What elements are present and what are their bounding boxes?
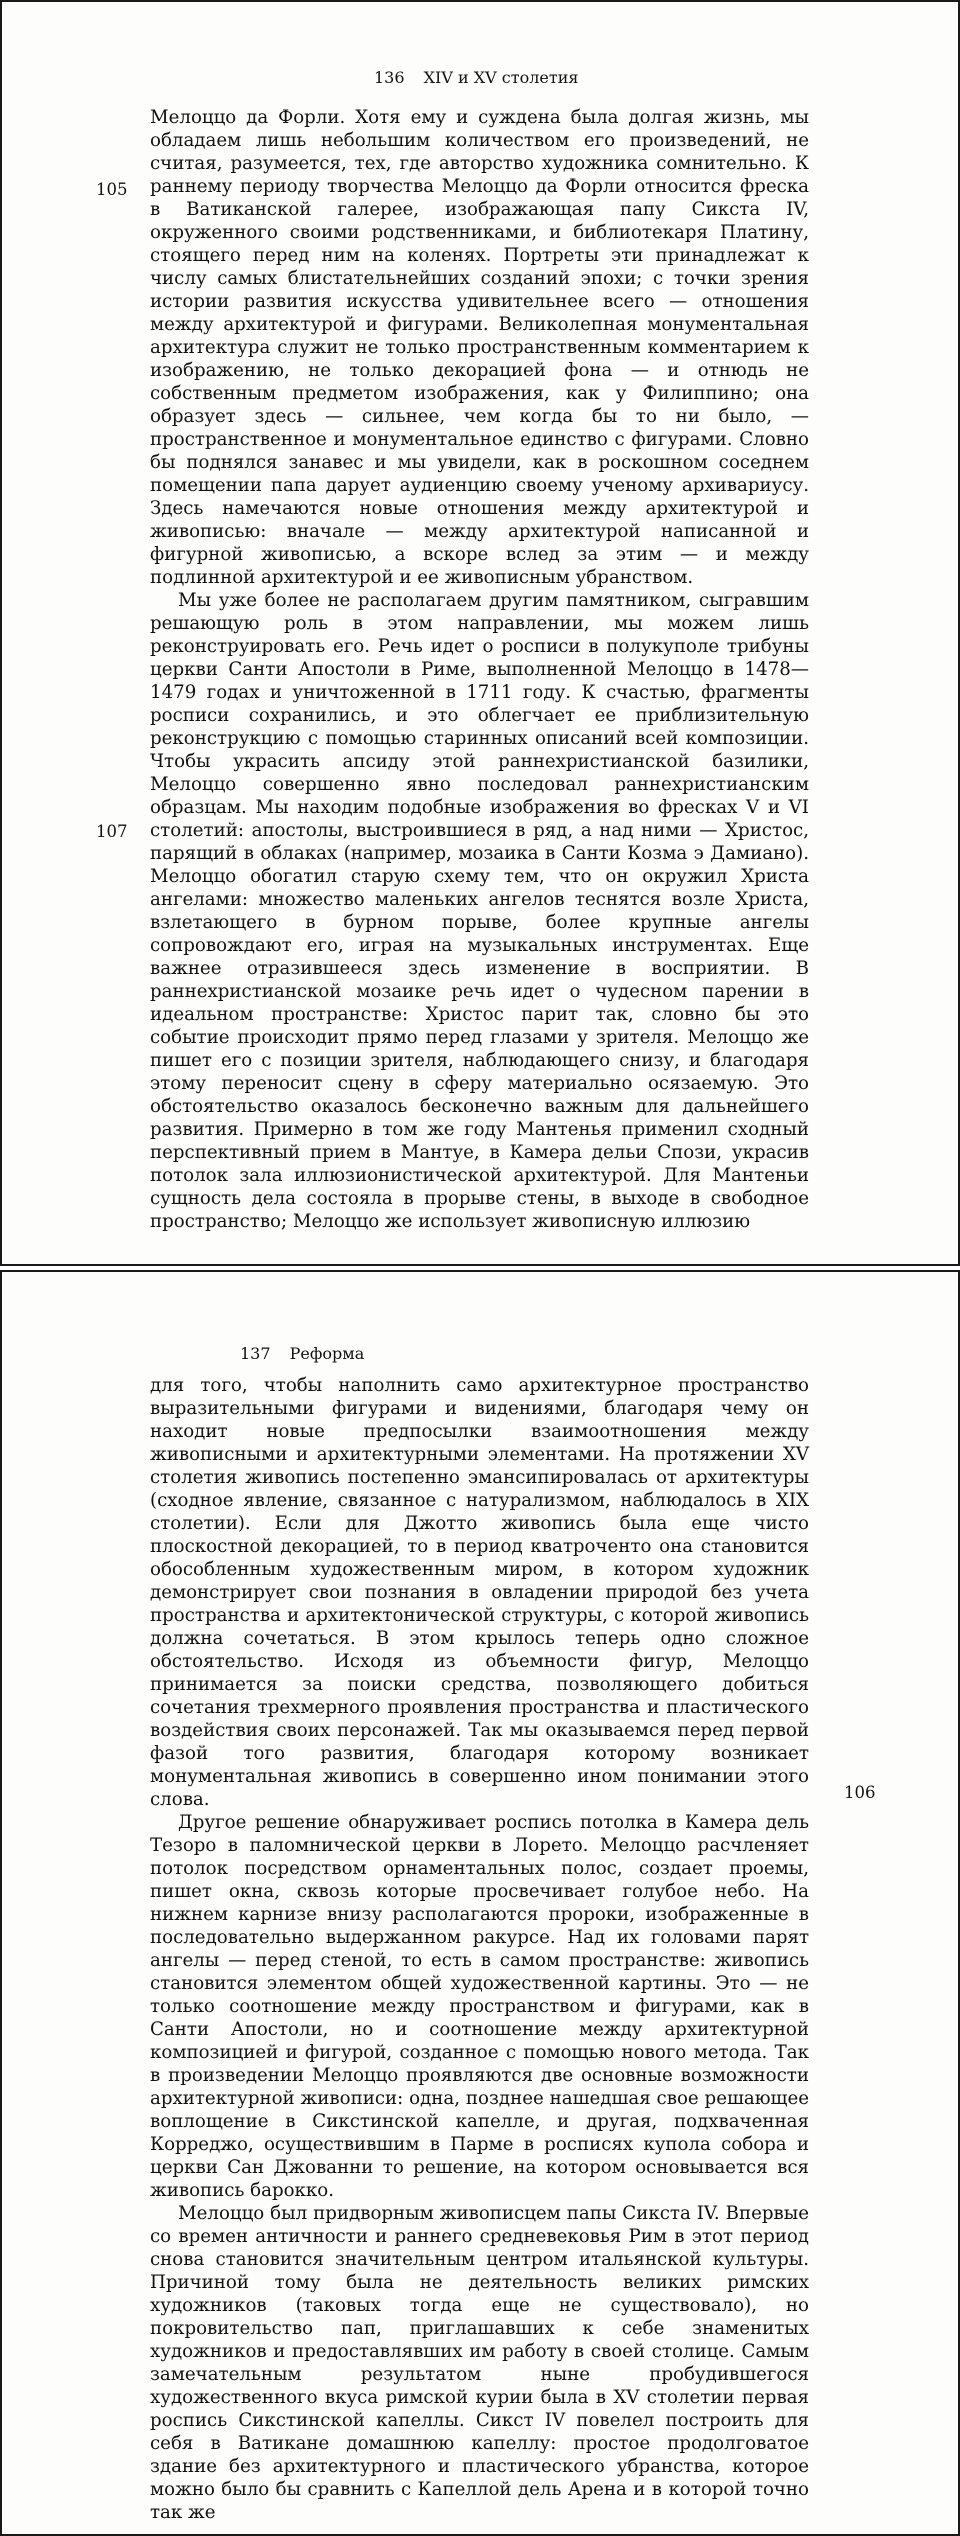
body-text [150, 106, 809, 1233]
paragraph: Другое решение обнаруживает роспись потолка в Камера дель Тезоро в паломнической церкви в Лорето. Мелоццо расчленяет потолок посредством орнаментальных полос, создает проемы, пишет окна, сквозь которые просвечивает голубое небо. На нижнем карнизе внизу располагаются пророки, изображенные в последовательно выдержанном ракурсе. Над их головами парят ангелы — перед стеной, то есть в самом пространстве: живопись становится элементом общей художественной картины. Это — не только соотношение между пространством и фигурами, как в Санти Апостоли, но и соотношение между архитектурной композицией и фигурой, созданное с помощью нового метода. Так в произведении Мелоццо проявляются две основные возможности архитектурной живописи: одна, позднее нашедшая свое решающее воплощение в Сикстинской капелле, и другая, подхваченная Корреджо, осуществившим в Парме в росписях купола собора и церкви Сан Джованни то решение, на котором основывается вся живопись барокко. [150, 1812, 809, 2201]
paragraph: Мы уже более не располагаем другим памятником, сыгравшим решающую роль в этом направлении, мы можем лишь реконструировать его. Речь идет о росписи в полукуполе трибуны церкви Санти Апостоли в Риме, выполненной Мелоццо в 1478—1479 годах и уничтоженной в 1711 году. К счастью, фрагменты росписи сохранились, и это облегчает ее приблизительную реконструкцию с помощью старинных описаний всей композиции. Чтобы украсить апсиду этой раннехристианской базилики, Мелоццо совершенно явно последовал раннехристианским образцам. Мы находим подобные изображения во фресках V и VI столетий: апостолы, выстроившиеся в ряд, а над ними — Христос, парящий в облаках (например, мозаика в Санти Козма э Дамиано). Мелоццо обогатил старую схему тем, что он окружил Христа ангелами: множество маленьких ангелов теснятся возле Христа, взлетающего в бурном порыве, более крупные ангелы сопровождают его, играя на музыкальных инструментах. Еще важнее отразившееся здесь изменение в восприятии. В раннехристианской мозаике речь идет о чудесном парении в идеальном пространстве: Христос парит так, словно бы это событие происходит прямо перед глазами у зрителя. Мелоццо же пишет его с позиции зрителя, наблюдающего снизу, и благодаря этому переносит сцену в сферу материально осязаемую. Это обстоятельство оказалось бесконечно важным для дальнейшего развития. Примерно в том же году Мантенья применил сходный перспективный прием в Мантуе, в Камера дельи Спози, украсив потолок зала иллюзионистической архитектурой. Для Мантеньи сущность дела состояла в прорыве стены, в выходе в свободное пространство; Мелоццо же использует живописную иллюзию [150, 590, 809, 1232]
page-137 [0, 1270, 960, 2536]
page-number: 137 [240, 1344, 271, 1363]
body-text [150, 1374, 809, 2524]
margin-note: 107 [96, 822, 128, 841]
running-title: Реформа [289, 1344, 365, 1363]
paragraph: Мелоццо был придворным живописцем папы Сикста IV. Впервые со времен античности и раннего средневековья Рим в этот период снова становится значительным центром итальянской культуры. Причиной тому была не деятельность великих римских художников (таковых тогда еще не существовало), но покровительство пап, приглашавших к себе знаменитых художников и предоставлявших им работу в своей столице. Самым замечательным результатом ныне пробудившегося художественного вкуса римской курии была в XV столетии первая роспись Сикстинской капеллы. Сикст IV повелел построить для себя в Ватикане домашнюю капеллу: простое продолговатое здание без архитектурного и пластического убранства, которое можно было бы сравнить с Капеллой дель Арена и в которой точно так же [150, 2203, 809, 2523]
paragraph: для того, чтобы наполнить само архитектурное пространство выразительными фигурами и видениями, благодаря чему он находит новые предпосылки взаимоотношения между живописными и архитектурными элементами. На протяжении XV столетия живопись постепенно эмансипировалась от архитектуры (сходное явление, связанное с натурализмом, наблюдалось в XIX столетии). Если для Джотто живопись была еще чисто плоскостной декорацией, то в период кватроченто она становится обособленным художественным миром, в котором художник демонстрирует свои познания в овладении природой без учета пространства и архитектонической структуры, с которой живопись должна сочетаться. В этом крылось теперь одно сложное обстоятельство. Исходя из объемности фигур, Мелоццо принимается за поиски средства, позволяющего добиться сочетания трехмерного проявления пространства и пластического воздействия своих персонажей. Так мы оказываемся перед первой фазой того развития, благодаря которому возникает монументальная живопись в совершенно ином понимании этого слова. [150, 1375, 809, 1810]
margin-note: 105 [96, 180, 128, 199]
paragraph: Мелоццо да Форли. Хотя ему и суждена была долгая жизнь, мы обладаем лишь небольшим количеством его произведений, не считая, разумеется, тех, где авторство художника сомнительно. К раннему периоду творчества Мелоццо да Форли относится фреска в Ватиканской галерее, изображающая папу Сикста IV, окруженного своими родственниками, и библиотекаря Платину, стоящего перед ним на коленях. Портреты эти принадлежат к числу самых блистательнейших созданий эпохи; с точки зрения истории развития искусства удивительнее всего — отношения между архитектурой и фигурами. Великолепная монументальная архитектура служит не только пространственным комментарием к изображению, не только декорацией фона — и отнюдь не собственным предметом изображения, как у Филиппино; она образует здесь — сильнее, чем когда бы то ни было, — пространственное и монументальное единство с фигурами. Словно бы поднялся занавес и мы увидели, как в роскошном соседнем помещении папа дарует аудиенцию своему ученому архивариусу. Здесь намечаются новые отношения между архитектурой и живописью: вначале — между архитектурой написанной и фигурной живописью, а вскоре вслед за этим — и между подлинной архитектурой и ее живописным убранством. [150, 107, 809, 588]
margin-note: 106 [844, 1783, 876, 1802]
running-title: XIV и XV столетия [423, 68, 579, 87]
page-header [240, 1344, 364, 1363]
page-136 [0, 0, 960, 1266]
page-header [374, 68, 578, 87]
page-number: 136 [374, 68, 405, 87]
